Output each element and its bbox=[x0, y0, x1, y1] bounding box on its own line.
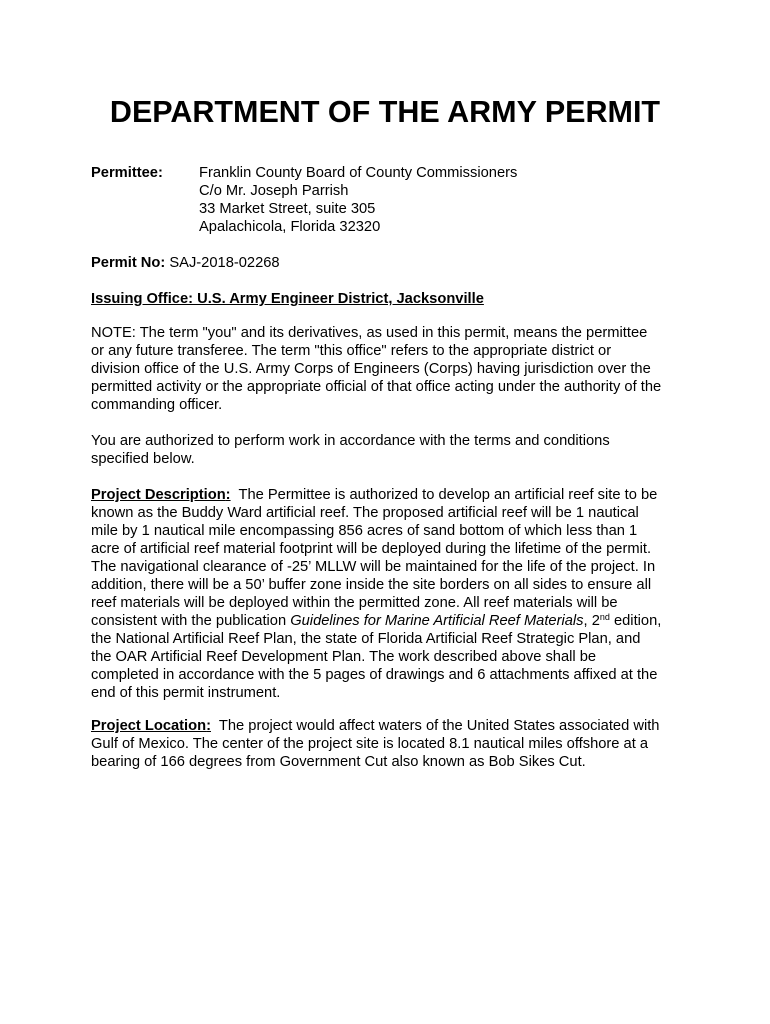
paragraph-line: reef materials will be deployed within the permitted zone. All reef materials will be bbox=[91, 595, 618, 611]
address-line: 33 Market Street, suite 305 bbox=[199, 201, 376, 217]
permit-number bbox=[91, 254, 280, 272]
paragraph-line: division office of the U.S. Army Corps of Engineers (Corps) having jurisdiction over the bbox=[91, 361, 651, 377]
note-paragraph bbox=[91, 324, 691, 414]
paragraph-line: completed in accordance with the 5 pages of drawings and 6 attachments affixed at the bbox=[91, 667, 658, 683]
paragraph-line: NOTE: The term "you" and its derivatives, as used in this permit, means the permittee bbox=[91, 325, 648, 341]
paragraph-line: the National Artificial Reef Plan, the state of Florida Artificial Reef Strategic Plan, and bbox=[91, 631, 641, 647]
paragraph-line: the OAR Artificial Reef Development Plan. The work described above shall be bbox=[91, 649, 597, 665]
project-location bbox=[91, 717, 691, 771]
paragraph-line: consistent with the publication Guidelines for Marine Artificial Reef Materials, 2nd edition, bbox=[91, 612, 662, 629]
permit-number-label: Permit No: bbox=[91, 255, 166, 271]
paragraph-line: acre of artificial reef material footprint will be deployed during the lifetime of the permit. bbox=[91, 541, 652, 557]
paragraph-line: or any future transferee. The term "this office" refers to the appropriate district or bbox=[91, 343, 612, 359]
paragraph-line bbox=[91, 717, 691, 735]
address-line: C/o Mr. Joseph Parrish bbox=[199, 183, 349, 199]
paragraph-line bbox=[91, 486, 691, 504]
publication-title: Guidelines for Marine Artificial Reef Materials bbox=[290, 613, 584, 629]
paragraph-line: permitted activity or the appropriate official of that office acting under the authority of the bbox=[91, 379, 662, 395]
paragraph-line: end of this permit instrument. bbox=[91, 685, 281, 701]
paragraph-line: commanding officer. bbox=[91, 397, 223, 413]
address-line: Franklin County Board of County Commissioners bbox=[199, 165, 518, 181]
paragraph-line: known as the Buddy Ward artificial reef. The proposed artificial reef will be 1 nautical bbox=[91, 505, 639, 521]
paragraph-line: specified below. bbox=[91, 451, 195, 467]
issuing-office: Issuing Office: U.S. Army Engineer District, Jacksonville bbox=[91, 291, 484, 307]
project-description-intro: The Permittee is authorized to develop an artificial reef site to be bbox=[230, 487, 658, 503]
permittee-label: Permittee: bbox=[91, 165, 163, 181]
address-line: Apalachicola, Florida 32320 bbox=[199, 219, 381, 235]
paragraph-line: mile by 1 nautical mile encompassing 856 acres of sand bottom of which less than 1 bbox=[91, 523, 638, 539]
project-description bbox=[91, 486, 691, 702]
paragraph-line: You are authorized to perform work in accordance with the terms and conditions bbox=[91, 433, 610, 449]
project-location-intro: The project would affect waters of the United States associated with bbox=[210, 718, 660, 734]
paragraph-line: addition, there will be a 50’ buffer zone inside the site borders on all sides to ensure all bbox=[91, 577, 652, 593]
paragraph-line: bearing of 166 degrees from Government Cut also known as Bob Sikes Cut. bbox=[91, 754, 586, 770]
project-description-heading: Project Description: bbox=[91, 487, 231, 503]
project-location-heading: Project Location: bbox=[91, 718, 211, 734]
authorization-paragraph bbox=[91, 432, 691, 468]
page-title: DEPARTMENT OF THE ARMY PERMIT bbox=[109, 95, 661, 129]
paragraph-line: Gulf of Mexico. The center of the project site is located 8.1 nautical miles offshore at a bbox=[91, 736, 649, 752]
permit-number-value: SAJ-2018-02268 bbox=[169, 255, 280, 271]
paragraph-line: The navigational clearance of -25’ MLLW will be maintained for the life of the project. In bbox=[91, 559, 656, 575]
permittee-address bbox=[199, 164, 679, 236]
